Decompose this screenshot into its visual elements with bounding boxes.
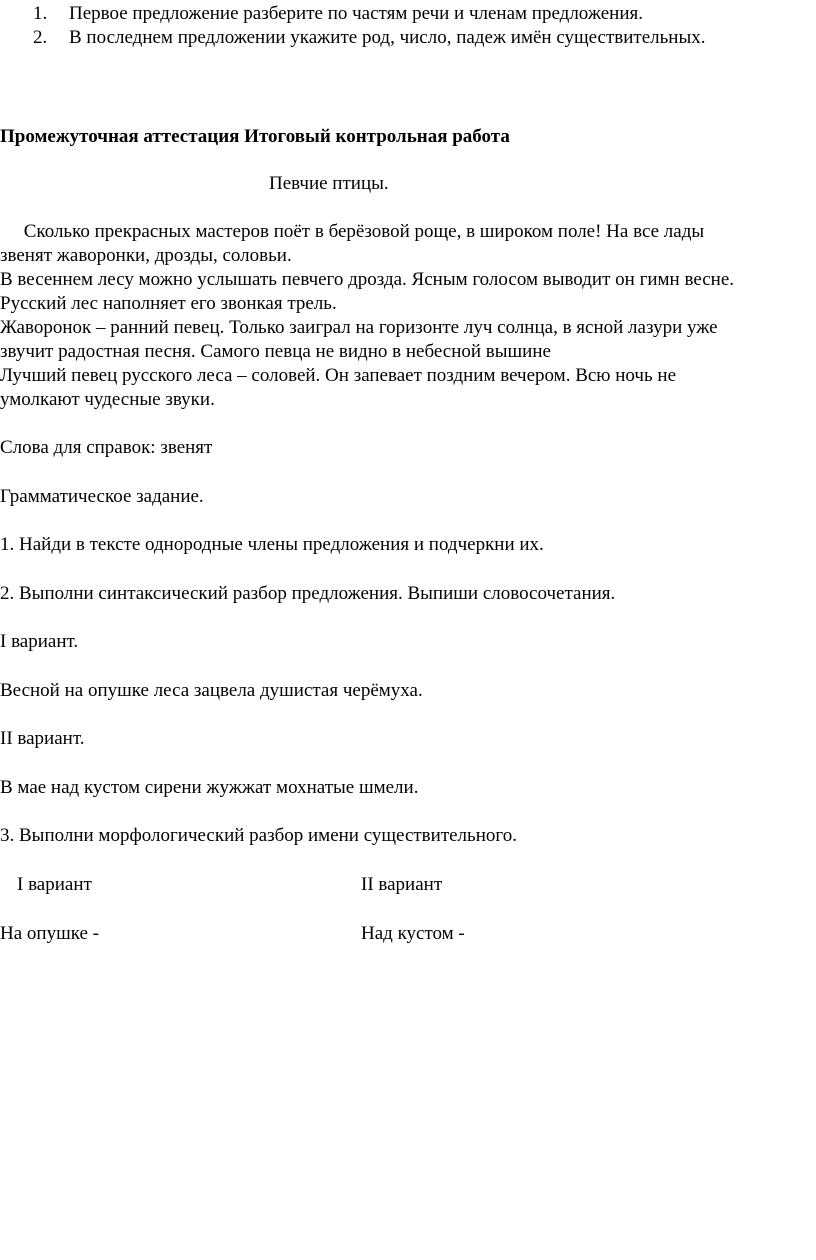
task-3: 3. Выполни морфологический разбор имени существительного.	[0, 825, 517, 846]
list-item-text: Первое предложение разберите по частям речи и членам предложения.	[69, 3, 643, 24]
column-right-word: Над кустом -	[361, 923, 465, 944]
list-item-number: 1.	[33, 3, 48, 24]
passage-line: звенят жаворонки, дрозды, соловьи.	[0, 245, 292, 266]
variant-1-sentence: Весной на опушке леса зацвела душистая черёмуха.	[0, 680, 423, 701]
column-left-word: На опушке -	[0, 923, 99, 944]
grammar-task-title: Грамматическое задание.	[0, 486, 204, 507]
passage-line: звучит радостная песня. Самого певца не видно в небесной вышине	[0, 341, 551, 362]
passage-line: В весеннем лесу можно услышать певчего дрозда. Ясным голосом выводит он гимн весне.	[0, 269, 735, 290]
passage-line: Жаворонок – ранний певец. Только заиграл на горизонте луч солнца, в ясной лазури уже	[0, 317, 718, 338]
list-item-text: В последнем предложении укажите род, число, падеж имён существительных.	[69, 27, 706, 48]
passage-line: умолкают чудесные звуки.	[0, 389, 215, 410]
task-1: 1. Найди в тексте однородные члены предложения и подчеркни их.	[0, 534, 544, 555]
passage-line: Сколько прекрасных мастеров поёт в берёзовой роще, в широком поле! На все лады	[0, 221, 705, 242]
variant-1-label: I вариант.	[0, 631, 79, 652]
variant-2-sentence: В мае над кустом сирени жужжат мохнатые шмели.	[0, 777, 419, 798]
passage-line: Русский лес наполняет его звонкая трель.	[0, 293, 337, 314]
column-right-header: II вариант	[361, 874, 443, 895]
reference-words: Слова для справок: звенят	[0, 437, 213, 458]
page-heading: Промежуточная аттестация Итоговый контрольная работа	[0, 126, 510, 147]
task-2: 2. Выполни синтаксический разбор предложения. Выпиши словосочетания.	[0, 583, 616, 604]
variant-2-label: II вариант.	[0, 728, 85, 749]
list-item-number: 2.	[33, 27, 48, 48]
text-title: Певчие птицы.	[269, 173, 389, 194]
column-left-header: I вариант	[17, 874, 92, 895]
passage-line: Лучший певец русского леса – соловей. Он запевает поздним вечером. Всю ночь не	[0, 365, 677, 386]
